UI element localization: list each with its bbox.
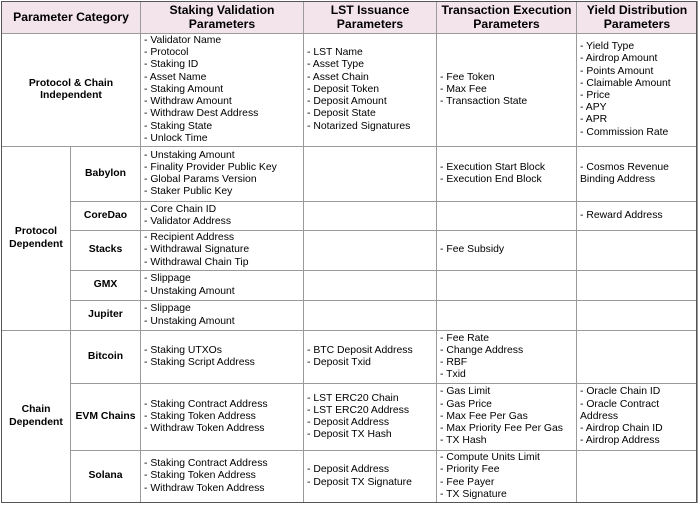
list-item: - Recipient Address [144, 232, 235, 244]
list-item: - Staking UTXOs [144, 344, 222, 356]
list-item: - LST Name [307, 47, 363, 59]
list-item: - Finality Provider Public Key [144, 161, 277, 173]
list-item: - Unstaking Amount [144, 285, 235, 297]
list-item: - LST ERC20 Chain [307, 392, 399, 404]
list-item: - APR [580, 114, 608, 126]
list-item: - Txid [440, 369, 466, 381]
header-lst-issuance: LST Issuance Parameters [304, 2, 437, 34]
list-item: - Staking State [144, 120, 213, 132]
list-item: - Withdrawal Signature [144, 244, 250, 256]
list-item: - Withdraw Token Address [144, 423, 265, 435]
list-item: - Airdrop Chain ID [580, 423, 663, 435]
subcategory-evm-chains: EVM Chains [71, 384, 141, 451]
list-item: - Withdrawal Chain Tip [144, 256, 249, 268]
list-item: - Airdrop Address [580, 435, 660, 447]
list-item: - Max Priority Fee Per Gas [440, 423, 563, 435]
list-item: - Execution End Block [440, 174, 542, 185]
list-item: - Validator Address [144, 216, 232, 227]
list-item: - Unstaking Amount [144, 315, 235, 327]
list-item: - Slippage [144, 273, 191, 285]
list-item: - Priority Fee [440, 464, 500, 476]
list-item: - Fee Subsidy [440, 244, 505, 256]
list-item: - Unstaking Amount [144, 149, 235, 161]
list-item: - Notarized Signatures [307, 120, 411, 132]
list-item: - Asset Name [144, 71, 207, 83]
subcategory-coredao: CoreDao [71, 202, 141, 231]
list-item: - Deposit Address [307, 464, 390, 476]
list-item: - Reward Address [580, 209, 663, 221]
list-item: - Fee Rate [440, 332, 490, 344]
list-item: - Fee Token [440, 71, 495, 83]
header-yield-distribution: Yield Distribution Parameters [577, 2, 698, 34]
header-transaction-execution: Transaction Execution Parameters [437, 2, 577, 34]
list-item: - Staking ID [144, 59, 199, 71]
list-item: - Unlock Time [144, 132, 208, 144]
list-item: - Staking Token Address [144, 410, 256, 422]
list-item: - APY [580, 102, 607, 114]
list-item: - BTC Deposit Address [307, 344, 413, 356]
list-item: - Withdraw Token Address [144, 482, 265, 494]
subcategory-gmx: GMX [71, 271, 141, 301]
list-item: - Change Address [440, 344, 524, 356]
list-item: - Fee Payer [440, 476, 495, 488]
list-item: - Slippage [144, 303, 191, 315]
list-item: - Staking Script Address [144, 357, 255, 368]
list-item: - Oracle Chain ID [580, 386, 661, 398]
list-item: - Deposit TX Hash [307, 429, 392, 441]
subcategory-jupiter: Jupiter [71, 301, 141, 331]
list-item: - TX Signature [440, 488, 507, 500]
table-frame [1, 1, 697, 503]
list-item: - Yield Type [580, 41, 635, 53]
list-item: - Execution Start Block [440, 161, 546, 173]
category-protocol-dependent: Protocol Dependent [2, 147, 71, 331]
subcategory-babylon: Babylon [71, 147, 141, 202]
subcategory-stacks: Stacks [71, 231, 141, 271]
list-item: - Staking Amount [144, 83, 224, 95]
list-item: - Staking Contract Address [144, 398, 268, 410]
list-item: - Airdrop Amount [580, 53, 658, 65]
list-item: - Deposit Txid [307, 357, 371, 368]
list-item: - Withdraw Amount [144, 96, 232, 108]
list-item: - Asset Chain [307, 71, 369, 83]
list-item: - Deposit State [307, 108, 376, 120]
list-item: - Oracle Contract Address [580, 398, 660, 422]
list-item: - Gas Price [440, 398, 492, 410]
header-staking-validation: Staking Validation Parameters [141, 2, 304, 34]
list-item: - Gas Limit [440, 386, 491, 398]
list-item: - Max Fee Per Gas [440, 410, 528, 422]
list-item: - Staker Public Key [144, 186, 233, 198]
list-item: - Deposit Address [307, 417, 390, 428]
list-item: - Points Amount [580, 65, 654, 77]
list-item: - Commission Rate [580, 126, 669, 138]
list-item: - Price [580, 90, 611, 101]
subcategory-solana: Solana [71, 451, 141, 503]
list-item: - Global Params Version [144, 174, 257, 185]
subcategory-bitcoin: Bitcoin [71, 331, 141, 384]
list-item: - Deposit Amount [307, 96, 387, 108]
list-item: - Deposit Token [307, 83, 380, 95]
header-parameter-category: Parameter Category [2, 2, 141, 34]
category-protocol-chain-independent: Protocol & Chain Independent [2, 34, 141, 147]
list-item: - RBF [440, 357, 468, 368]
list-item: - Deposit TX Signature [307, 476, 412, 488]
list-item: - Validator Name [144, 35, 222, 47]
list-item: - Core Chain ID [144, 203, 217, 215]
list-item: - TX Hash [440, 435, 487, 447]
list-item: - LST ERC20 Address [307, 404, 410, 416]
list-item: - Cosmos Revenue Binding Address [580, 161, 669, 185]
list-item: - Staking Contract Address [144, 458, 268, 470]
list-item: - Transaction State [440, 96, 528, 108]
list-item: - Protocol [144, 47, 189, 59]
category-chain-dependent: Chain Dependent [2, 331, 71, 503]
list-item: - Claimable Amount [580, 77, 671, 89]
list-item: - Compute Units Limit [440, 452, 540, 464]
list-item: - Staking Token Address [144, 470, 256, 482]
list-item: - Withdraw Dest Address [144, 108, 259, 120]
list-item: - Asset Type [307, 59, 364, 71]
list-item: - Max Fee [440, 83, 487, 95]
